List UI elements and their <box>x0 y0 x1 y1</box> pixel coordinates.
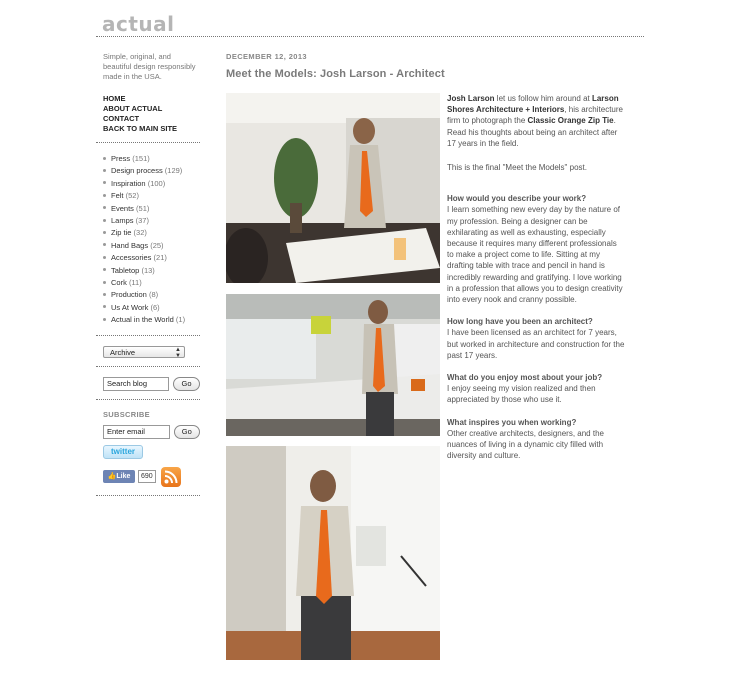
subscribe-heading: SUBSCRIBE <box>103 409 150 419</box>
nav-about[interactable]: ABOUT ACTUAL <box>103 104 163 113</box>
category-count: (25) <box>150 240 164 250</box>
bullet-icon <box>103 169 106 172</box>
post-photo-2 <box>226 294 440 436</box>
subscribe-form <box>103 425 200 439</box>
bullet-icon <box>103 256 106 259</box>
bullet-icon <box>103 157 106 160</box>
bullet-icon <box>103 293 106 296</box>
like-label: Like <box>116 473 131 481</box>
category-name[interactable]: Production <box>111 290 147 300</box>
category-name[interactable]: Inspiration <box>111 178 146 188</box>
category-item[interactable] <box>103 240 200 252</box>
category-name[interactable]: Events <box>111 203 134 213</box>
category-count: (52) <box>125 191 139 201</box>
category-item[interactable] <box>103 190 200 202</box>
bullet-icon <box>103 305 106 308</box>
category-name[interactable]: Accessories <box>111 253 152 263</box>
post-title[interactable]: Meet the Models: Josh Larson - Architect <box>226 68 445 80</box>
archive-select[interactable] <box>103 346 185 358</box>
category-count: (21) <box>153 253 167 263</box>
sidebar <box>96 52 200 496</box>
bullet-icon <box>103 181 106 184</box>
category-count: (1) <box>175 315 186 325</box>
category-item[interactable] <box>103 252 200 264</box>
bullet-icon <box>103 231 106 234</box>
category-count: (8) <box>148 290 159 300</box>
search-input[interactable]: Search blog <box>103 377 169 391</box>
category-name[interactable]: Us At Work <box>111 302 149 312</box>
category-name[interactable]: Zip tie <box>111 228 132 238</box>
category-item[interactable] <box>103 277 200 289</box>
bullet-icon <box>103 318 106 321</box>
sidebar-divider <box>96 495 200 496</box>
category-name[interactable]: Cork <box>111 278 127 288</box>
category-item[interactable] <box>103 227 200 239</box>
category-item[interactable] <box>103 289 200 301</box>
author-name-link[interactable]: Josh Larson <box>447 94 495 103</box>
bullet-icon <box>103 206 106 209</box>
header-divider <box>96 36 644 37</box>
bullet-icon <box>103 194 106 197</box>
category-count: (51) <box>136 203 150 213</box>
archive-selected-value: Archive <box>110 347 136 357</box>
rss-icon[interactable] <box>161 467 181 487</box>
facebook-like-button[interactable]: 👍Like <box>103 470 135 483</box>
twitter-button[interactable]: twitter <box>103 445 143 459</box>
answer-text: Other creative architects, designers, and the nuances of living in a dynamic city filled with diversity and culture. <box>447 428 604 461</box>
post-photo-3 <box>226 446 440 660</box>
category-item[interactable] <box>103 302 200 314</box>
category-item[interactable] <box>103 165 200 177</box>
product-link[interactable]: Classic Orange Zip Tie <box>527 116 614 126</box>
post-date: DECEMBER 12, 2013 <box>226 52 307 61</box>
answer-text: I have been licensed as an architect for 7 years, but worked in architecture and construction for the past 17 years. <box>447 328 625 360</box>
intro-text: , his architecture firm to photograph the <box>447 105 623 126</box>
category-item[interactable] <box>103 178 200 190</box>
site-logo[interactable]: actual <box>102 12 175 36</box>
intro-text: let us follow him around at <box>494 94 592 103</box>
nav-contact[interactable]: CONTACT <box>103 114 140 123</box>
category-item[interactable] <box>103 203 200 215</box>
sidebar-divider <box>96 366 200 367</box>
category-count: (6) <box>150 302 160 312</box>
post-note: This is the final "Meet the Models" post. <box>447 163 587 173</box>
category-name[interactable]: Felt <box>111 191 124 201</box>
question-heading: How long have you been an architect? <box>447 317 593 327</box>
category-name[interactable]: Design process <box>111 166 163 176</box>
sidebar-divider <box>96 399 200 400</box>
search-form <box>103 377 200 391</box>
answer-text: I enjoy seeing my vision realized and then appreciated by those who use it. <box>447 384 596 405</box>
answer-text: I learn something new every day by the nature of my profession. Being a designer can be exhilarating as well as exhausting, especially because it requires many different professionals to make a project come to life. Sitting at my drafting table with trace and pencil in hand is incredibly rewarding and gratifying. I love working in a profession that allows you to design creativity into every nook and cranny possible. <box>447 205 623 305</box>
category-name[interactable]: Hand Bags <box>111 240 149 250</box>
category-count: (100) <box>147 178 166 188</box>
social-row <box>103 467 200 487</box>
category-item[interactable] <box>103 314 200 326</box>
main-nav <box>103 94 200 134</box>
post-intro <box>447 93 625 149</box>
sidebar-divider <box>96 142 200 143</box>
category-count: (37) <box>135 216 149 226</box>
email-field[interactable]: Enter email <box>103 425 170 439</box>
like-count: 690 <box>138 470 156 483</box>
bullet-icon <box>103 243 106 246</box>
sidebar-divider <box>96 335 200 336</box>
category-name[interactable]: Press <box>111 154 131 163</box>
bullet-icon <box>103 281 106 284</box>
nav-home[interactable]: HOME <box>103 94 126 103</box>
select-arrows-icon: ▲ ▼ <box>175 346 181 359</box>
category-list <box>103 153 200 327</box>
category-count: (151) <box>132 154 150 163</box>
category-count: (129) <box>164 166 183 176</box>
category-count: (32) <box>133 228 147 238</box>
category-name[interactable]: Actual in the World <box>111 315 174 325</box>
category-name[interactable]: Tabletop <box>111 265 140 275</box>
post-body <box>447 93 625 461</box>
category-name[interactable]: Lamps <box>111 216 134 226</box>
question-heading: What inspires you when working? <box>447 417 577 427</box>
category-count: (13) <box>141 265 155 275</box>
category-item[interactable] <box>103 215 200 227</box>
category-item[interactable] <box>103 265 200 277</box>
nav-back-to-main-site[interactable]: BACK TO MAIN SITE <box>103 124 178 133</box>
category-count: (11) <box>128 278 142 288</box>
firm-link[interactable]: Larson Shores Architecture + Interiors <box>447 94 619 115</box>
search-go-button[interactable]: Go <box>173 377 200 391</box>
intro-text: . Read his thoughts about being an architect after 17 years in the field. <box>447 116 618 148</box>
post-photo-1 <box>226 93 440 283</box>
site-tagline: Simple, original, and beautiful design responsibly made in the USA. <box>103 52 196 81</box>
bullet-icon <box>103 268 106 271</box>
bullet-icon <box>103 219 106 222</box>
question-heading: How would you describe your work? <box>447 194 587 204</box>
category-item[interactable] <box>103 153 200 165</box>
question-heading: What do you enjoy most about your job? <box>447 373 603 383</box>
subscribe-go-button[interactable]: Go <box>174 425 200 439</box>
